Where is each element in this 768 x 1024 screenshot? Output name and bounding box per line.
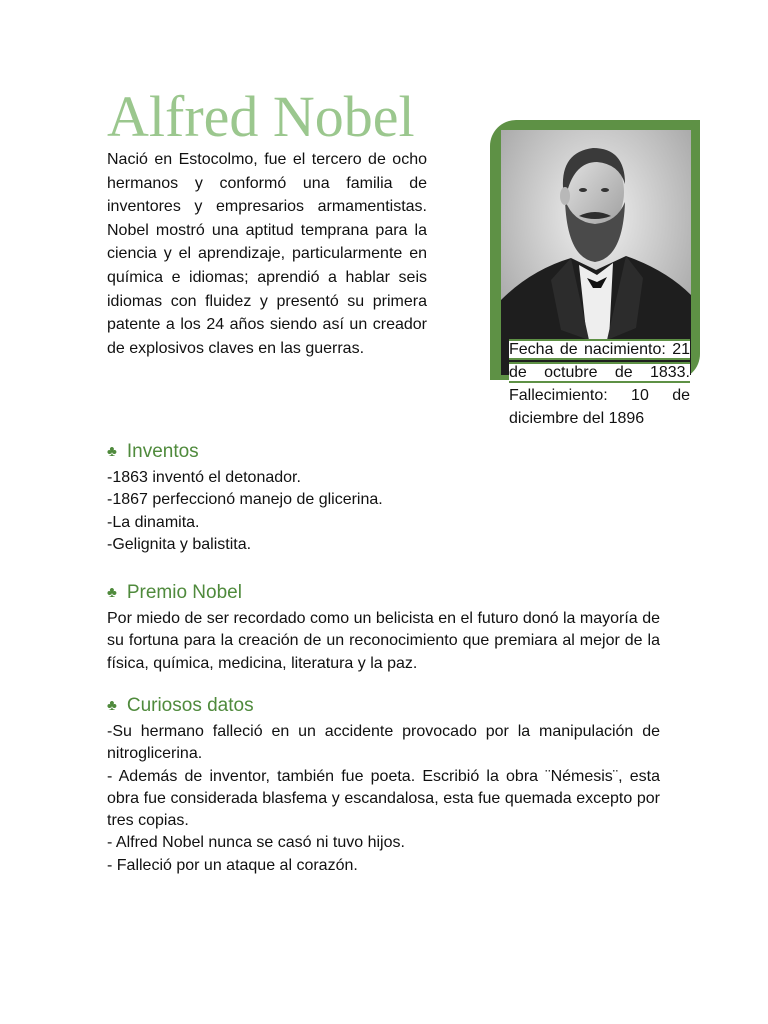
list-item: - Alfred Nobel nunca se casó ni tuvo hijos.	[107, 834, 405, 852]
list-item: -1867 perfeccionó manejo de glicerina.	[107, 491, 383, 509]
premio-paragraph: Por miedo de ser recordado como un belicista en el futuro donó la mayoría de su fortuna para la creación de un reconocimiento que premiara al mejor de la física, química, medicina, literatura y la paz.	[107, 610, 660, 672]
heading-text: Curiosos datos	[126, 695, 254, 716]
inventos-list	[107, 467, 660, 556]
list-item: -La dinamita.	[107, 513, 200, 531]
birth-date-text: Fecha de nacimiento: 21 de octubre de 1833.	[509, 341, 690, 381]
section-inventos	[107, 440, 660, 556]
club-bullet-icon: ♣	[107, 443, 117, 460]
curiosos-list	[107, 721, 660, 877]
section-premio-nobel	[107, 581, 660, 675]
page-title: Alfred Nobel	[107, 84, 415, 149]
section-heading	[107, 581, 660, 605]
heading-text: Inventos	[126, 441, 199, 462]
intro-paragraph: Nació en Estocolmo, fue el tercero de ocho hermanos y conformó una familia de inventores y empresarios armamentistas. Nobel mostró una aptitud temprana para la ciencia y el aprendizaje, particularmente en química e idiomas; aprendió a hablar seis idiomas con fluidez y presentó su primera patente a los 24 años siendo así un creador de explosivos claves en las guerras.	[107, 151, 427, 357]
list-item: - Falleció por un ataque al corazón.	[107, 856, 358, 874]
list-item: -1863 inventó el detonador.	[107, 469, 301, 486]
birth-death-caption	[509, 338, 690, 430]
heading-text: Premio Nobel	[126, 582, 242, 603]
list-item: -Su hermano falleció en un accidente provocado por la manipulación de nitroglicerina.	[107, 723, 660, 763]
club-bullet-icon: ♣	[107, 697, 117, 714]
list-item: - Además de inventor, también fue poeta. Escribió la obra ¨Némesis¨, esta obra fue considerada blasfema y escandalosa, esta fue quemada excepto por tres copias.	[107, 767, 660, 830]
list-item: -Gelignita y balistita.	[107, 535, 252, 553]
section-heading	[107, 694, 660, 718]
section-heading	[107, 440, 660, 464]
death-date-text: Fallecimiento: 10 de diciembre del 1896	[509, 387, 690, 427]
section-curiosos-datos	[107, 694, 660, 877]
club-bullet-icon: ♣	[107, 584, 117, 601]
